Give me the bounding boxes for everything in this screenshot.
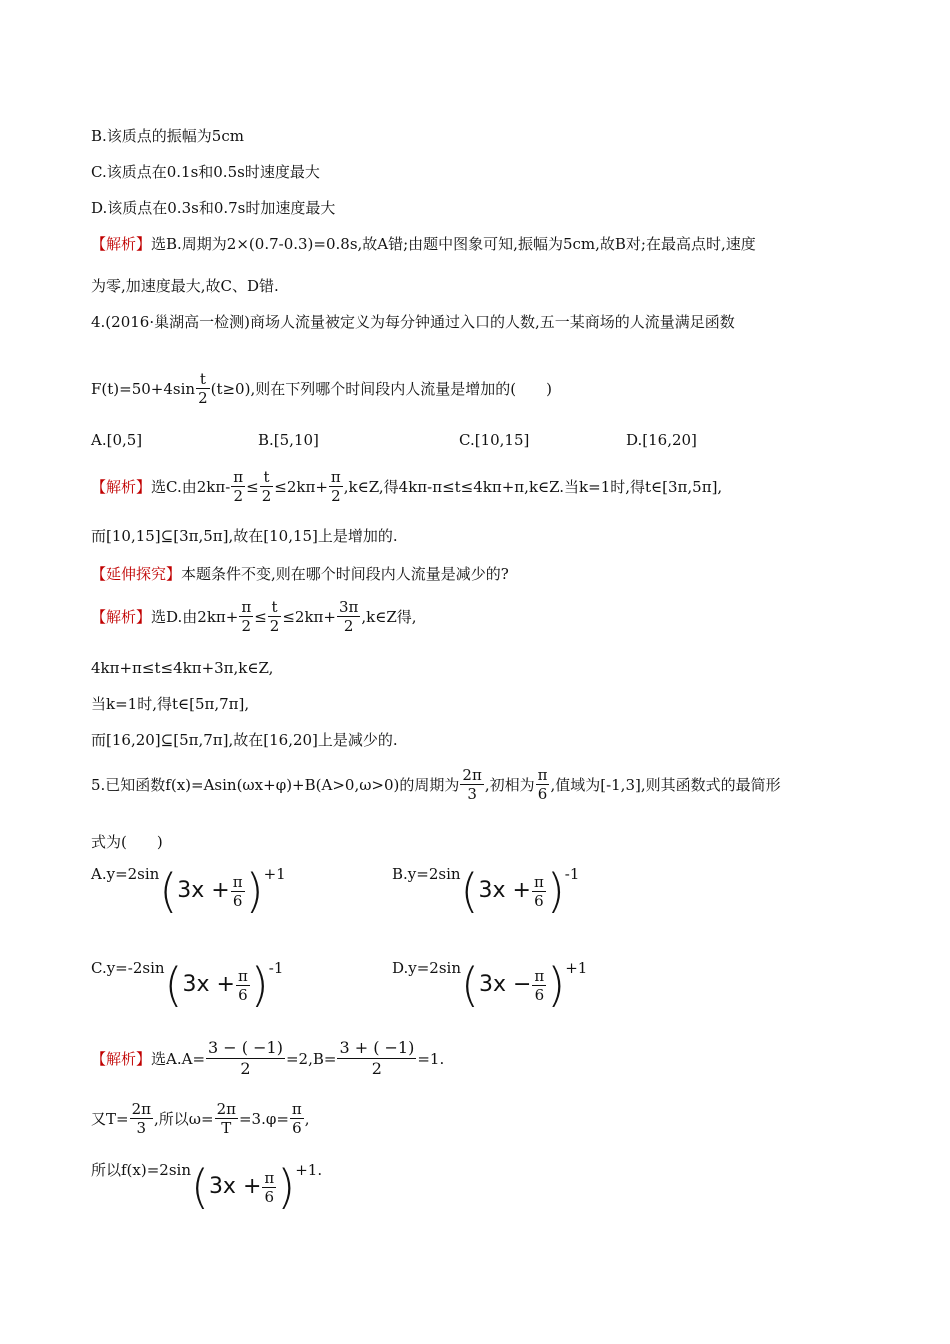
fraction: $\frac{2\pi}{3}$ [462,766,482,803]
q4-ext-analysis-line2: 4kπ+π≤t≤4kπ+3π,k∈Z, [91,659,274,677]
fraction: $\frac{\pi}{6}$ [537,766,548,803]
analysis-tag: 【解析】 [91,477,152,496]
fraction: $\frac{3 + ( -1)}{2}$ [339,1038,415,1078]
q4-option-a: A.[0,5] [91,431,143,449]
fraction: $\frac{\pi}{6}$ [264,1168,275,1206]
right-paren: ) [245,864,264,918]
right-paren: ) [546,864,565,918]
fraction: $\frac{\pi}{2}$ [241,598,252,635]
left-paren: ( [159,864,178,918]
fraction: $\frac{\pi}{6}$ [534,966,545,1004]
analysis-tag: 【解析】 [91,607,152,626]
q4-option-b: B.[5,10] [258,431,319,449]
right-paren: ) [547,958,566,1012]
q4-option-c: C.[10,15] [459,431,530,449]
q5-option-c: C.y=-2sin(3x + $\frac{\pi}{6}$ )-1 [91,958,284,1012]
fraction: $\frac{3\pi}{2}$ [338,598,359,635]
q4-stem-function: F(t)=50+4sin $\frac{t}{2}$ (t≥0),则在下列哪个时间段内人流量是增加的( ) [91,370,552,407]
q4-analysis-line1: 【解析】选C.由2kπ- $\frac{\pi}{2}$ ≤ $\frac{t}{2}$ ≤2kπ+ $\frac{\pi}{2}$ ,k∈Z,得4kπ-π≤t≤4kπ+π,k∈Z.当k=1时,得t∈[3π,5π], [91,468,723,505]
right-paren: ) [277,1160,296,1214]
analysis-tag: 【解析】 [91,235,152,253]
q4-stem-line1: 4.(2016·巢湖高一检测)商场人流量被定义为每分钟通过入口的人数,五一某商场的人流量满足函数 [91,313,735,331]
q3-option-d: D.该质点在0.3s和0.7s时加速度最大 [91,199,336,217]
analysis-tag: 【解析】 [91,1049,152,1068]
analysis-text: 选B.周期为2×(0.7-0.3)=0.8s,故A错;由题中图象可知,振幅为5cm,故B对;在最高点时,速度 [151,235,756,253]
fraction: $\frac{\pi}{6}$ [237,966,248,1004]
q4-ext-analysis-line3: 当k=1时,得t∈[5π,7π], [91,695,250,713]
q5-stem-line1: 5.已知函数f(x)=Asin(ωx+φ)+B(A>0,ω>0)的周期为 $\frac{2\pi}{3}$ ,初相为 $\frac{\pi}{6}$ ,值域为[-1,3],则其函数式的最简形 [91,766,781,803]
q5-analysis-line2: 又T= $\frac{2\pi}{3}$ ,所以ω= $\frac{2\pi}{T}$ =3.φ= $\frac{\pi}{6}$ , [91,1100,310,1137]
fraction: $\frac{2\pi}{T}$ [216,1100,236,1137]
q4-extension [91,564,509,584]
q5-stem-line2: 式为( ) [91,833,163,851]
left-paren: ( [461,958,479,1012]
q3-option-c: C.该质点在0.1s和0.5s时速度最大 [91,163,320,181]
q5-option-d: D.y=2sin(3x − $\frac{\pi}{6}$ )+1 [392,958,588,1012]
fraction: $\frac{t}{2}$ [261,468,272,505]
q4-analysis-line2: 而[10,15]⊆[3π,5π],故在[10,15]上是增加的. [91,527,398,545]
extension-tag: 【延伸探究】 [91,565,182,583]
q3-option-b: B.该质点的振幅为5cm [91,127,244,145]
fraction: $\frac{\pi}{6}$ [533,872,544,910]
q4-ext-analysis-line4: 而[16,20]⊆[5π,7π],故在[16,20]上是减少的. [91,731,398,749]
fraction: $\frac{\pi}{6}$ [291,1100,302,1137]
fraction: $\frac{t}{2}$ [198,370,208,407]
fraction: $\frac{t}{2}$ [269,598,280,635]
right-paren: ) [250,958,269,1012]
q5-analysis-line1: 【解析】选A.A= $\frac{3 - ( -1)}{2}$ =2,B= $\frac{3 + ( -1)}{2}$ =1. [91,1038,445,1078]
left-paren: ( [164,958,183,1012]
fraction: $\frac{2\pi}{3}$ [131,1100,151,1137]
q5-option-a: A.y=2sin(3x + $\frac{\pi}{6}$ )+1 [91,864,286,918]
left-paren: ( [190,1160,209,1214]
q5-option-b: B.y=2sin(3x + $\frac{\pi}{6}$ )-1 [392,864,580,918]
q3-analysis-line1 [91,234,756,254]
fraction: $\frac{\pi}{2}$ [233,468,244,505]
q4-ext-analysis-line1: 【解析】选D.由2kπ+ $\frac{\pi}{2}$ ≤ $\frac{t}{2}$ ≤2kπ+ $\frac{3\pi}{2}$ ,k∈Z得, [91,598,417,635]
fraction: $\frac{\pi}{2}$ [330,468,341,505]
left-paren: ( [460,864,479,918]
q5-analysis-line3: 所以f(x)=2sin(3x + $\frac{\pi}{6}$ )+1. [91,1160,323,1214]
extension-text: 本题条件不变,则在哪个时间段内人流量是减少的? [181,565,509,583]
q3-analysis-line2: 为零,加速度最大,故C、D错. [91,277,279,295]
q4-option-d: D.[16,20] [626,431,697,449]
fraction: $\frac{\pi}{6}$ [232,872,243,910]
fraction: $\frac{3 - ( -1)}{2}$ [208,1038,283,1078]
